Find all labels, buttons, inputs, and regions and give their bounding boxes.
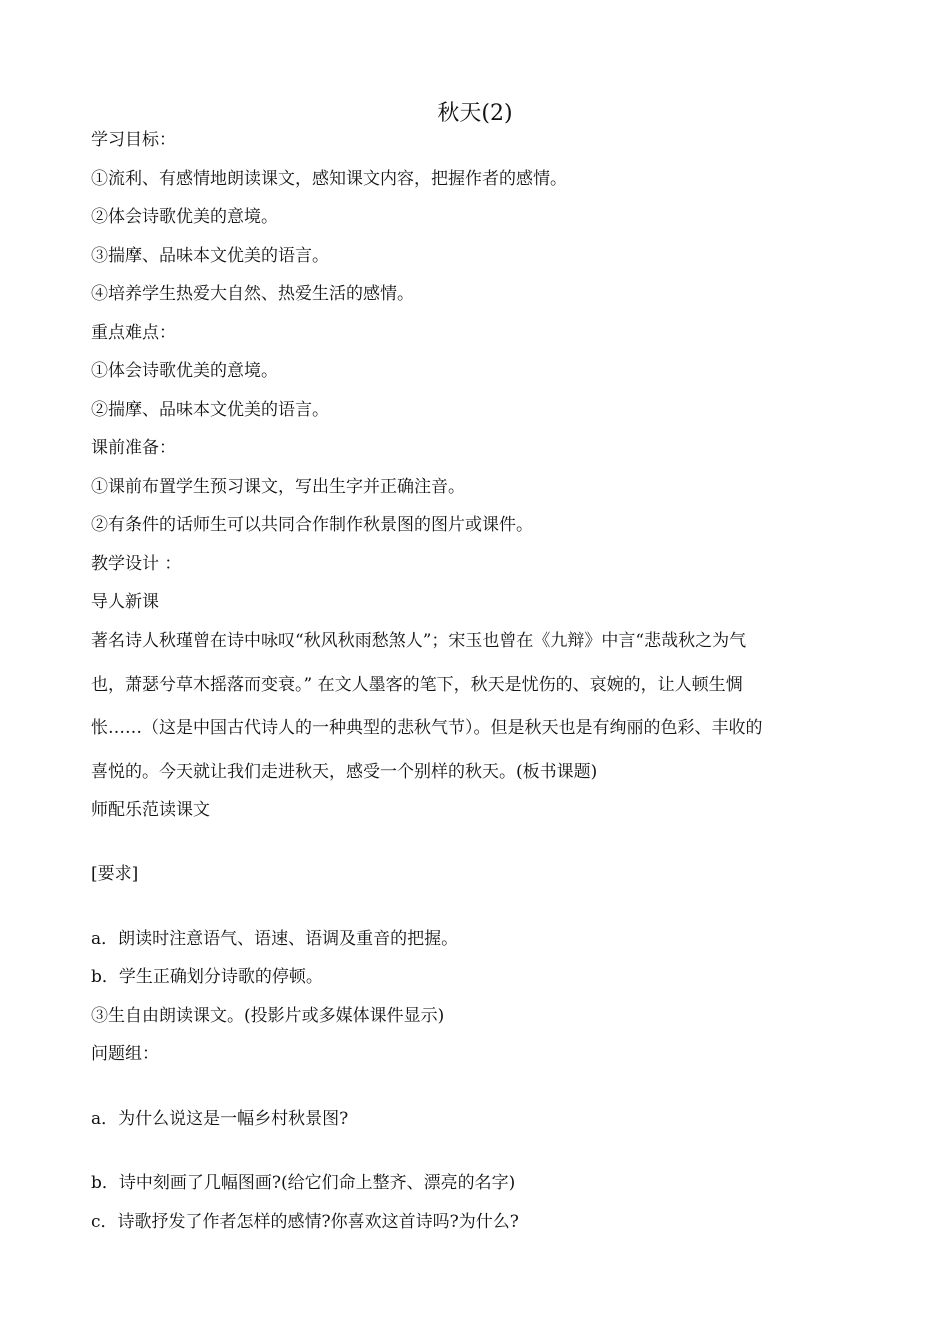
intro-paragraph-line: 喜悦的。今天就让我们走进秋天，感受一个别样的秋天。(板书课题) bbox=[91, 762, 598, 782]
design-heading: 教学设计 ： bbox=[91, 554, 182, 574]
question-item-b: b．诗中刻画了几幅图画?(给它们命上整齐、漂亮的名字) bbox=[91, 1173, 516, 1193]
objective-item-3: ③揣摩、品味本文优美的语言。 bbox=[91, 246, 329, 266]
question-item-c: c．诗歌抒发了作者怎样的感情?你喜欢这首诗吗?为什么? bbox=[91, 1212, 519, 1232]
intro-paragraph-line: 怅……（这是中国古代诗人的一种典型的悲秋气节）。但是秋天也是有绚丽的色彩、丰收的 bbox=[91, 718, 763, 738]
objective-item-4: ④培养学生热爱大自然、热爱生活的感情。 bbox=[91, 284, 414, 304]
page-title: 秋天(2) bbox=[437, 101, 513, 126]
preparation-item-1: ①课前布置学生预习课文，写出生字并正确注音。 bbox=[91, 477, 465, 497]
questions-heading: 问题组： bbox=[91, 1044, 159, 1064]
key-point-item-2: ②揣摩、品味本文优美的语言。 bbox=[91, 400, 329, 420]
key-points-heading: 重点难点： bbox=[91, 323, 176, 343]
requirement-item-b: b．学生正确划分诗歌的停顿。 bbox=[91, 967, 323, 987]
requirements-heading: [要求] bbox=[91, 864, 139, 884]
objective-item-2: ②体会诗歌优美的意境。 bbox=[91, 207, 278, 227]
reading-heading: 师配乐范读课文 bbox=[91, 800, 210, 820]
intro-paragraph bbox=[91, 629, 861, 799]
requirement-item-3: ③生自由朗读课文。(投影片或多媒体课件显示) bbox=[91, 1006, 445, 1026]
preparation-item-2: ②有条件的话师生可以共同合作制作秋景图的图片或课件。 bbox=[91, 515, 533, 535]
objective-item-1: ①流利、有感情地朗读课文，感知课文内容，把握作者的感情。 bbox=[91, 169, 567, 189]
requirement-item-a: a．朗读时注意语气、语速、语调及重音的把握。 bbox=[91, 929, 459, 949]
intro-paragraph-line: 也，萧瑟兮草木摇落而变衰。” 在文人墨客的笔下，秋天是忧伤的、哀婉的，让人顿生惆 bbox=[91, 675, 743, 695]
intro-heading: 导人新课 bbox=[91, 592, 159, 612]
intro-paragraph-line: 著名诗人秋瑾曾在诗中咏叹“秋风秋雨愁煞人”；宋玉也曾在《九辩》中言“悲哉秋之为气 bbox=[91, 631, 747, 651]
question-item-a: a．为什么说这是一幅乡村秋景图? bbox=[91, 1109, 349, 1129]
preparation-heading: 课前准备： bbox=[91, 438, 176, 458]
objectives-heading: 学习目标： bbox=[91, 130, 176, 150]
key-point-item-1: ①体会诗歌优美的意境。 bbox=[91, 361, 278, 381]
